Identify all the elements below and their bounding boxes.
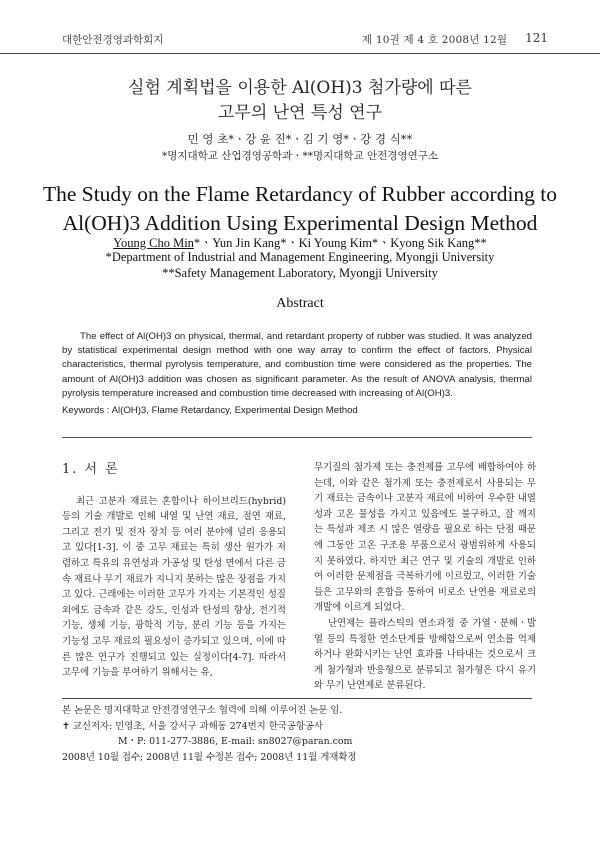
left-column [62, 462, 286, 681]
journal-name: 대한안전경영과학회지 [62, 34, 164, 46]
korean-title-line2: 고무의 난연 특성 연구 [217, 103, 382, 123]
intro-paragraph-left: 최근 고분자 재료는 혼합이나 하이브리드(hybrid) 등의 기술 개발로 인해 내열 및 난연 재료, 절연 재료, 그리고 전기 및 전자 장치 등 여러 분야에 널리 응용되고 있다[1-3]. 이 중 고무 재료는 특히 생산 원가가 저렴하고 특유의 유연성과 가공성 및 탄성 면에서 다른 금속 재료나 무기 재료가 지니지 못하는 많은 장점을 가지고 있다. 근래에는 이러한 고무가 가지는 기본적인 성질 외에도 금속과 같은 강도, 인성과 탄성의 향상, 전기적 기능, 생체 기능, 광학적 기능, 분리 기능 등을 가지는 기능성 고무 재료의 필요성이 증가되고 있으며, 이에 따른 많은 연구가 진행되고 있는 실정이다[4-7]. 따라서 고무에 기능을 부여하기 위해서는 유, [62, 495, 286, 679]
intro-paragraph-right-2: 난연제는 플라스틱의 연소과정 중 가열ㆍ분해ㆍ발열 등의 특정한 연소단계를 방해함으로써 연소를 억제하거나 완화시키는 난연 효과를 나타내는 것으로서 크게 첨가형과 반응형으로 분류되고 첨가형은 다시 유기와 무기 난연제로 분류된다. [314, 617, 536, 692]
english-authors [0, 233, 600, 251]
english-affiliation-1: *Department of Industrial and Management Engineering, Myongji University [105, 250, 495, 264]
korean-title-line1: 실험 계획법을 이용한 Al(OH)3 첨가량에 따른 [128, 78, 472, 98]
english-title [0, 180, 600, 238]
footnotes [62, 703, 532, 765]
korean-affiliation: *명지대학교 산업경영공학과ㆍ**명지대학교 안전경영연구소 [162, 150, 438, 162]
header-rule [0, 53, 600, 54]
english-affiliation-2: **Safety Management Laboratory, Myongji University [162, 266, 438, 280]
issue-info: 제 10권 제 4 호 2008년 12월 [362, 34, 508, 46]
right-column [314, 460, 536, 694]
footnote-contact: M・P: 011-277-3886, E-mail: sn8027@paran.com [118, 736, 353, 747]
keywords: Keywords : Al(OH)3, Flame Retardancy, Experimental Design Method [62, 405, 358, 416]
korean-title [0, 76, 600, 126]
section-heading: 1. 서 론 [62, 462, 120, 477]
page-number: 121 [525, 31, 548, 45]
footnote-corresponding-author: ✝ 교신저자: 민영초, 서울 강서구 과해동 274번지 한국공항공사 [62, 720, 324, 732]
footnote-rule [62, 698, 532, 699]
abstract-heading: Abstract [276, 296, 324, 311]
intro-paragraph-right-1: 무기질의 첨가제 또는 충전제를 고무에 배합하여야 하는데, 이와 같은 첨가제 또는 충전제로서 사용되는 무기 재료는 금속이나 고분자 재료에 비하여 우수한 내열성과 고온 물성을 가지고 있음에도 불구하고, 잘 깨지는 특성과 제조 시 많은 열량을 필요로 하는 단점 때문에 그동안 고온 구조용 부품으로서 광범위하게 사용되지 못하였다. 하지만 최근 연구 및 기술의 개발로 인하여 이러한 문제점을 극복하기에 이르렀고, 이러한 기술들은 고무와의 혼합을 통하여 비로소 난연용 재료로의 개발에 이르게 되었다. [314, 462, 536, 614]
abstract-body [62, 330, 532, 401]
running-header [62, 31, 548, 50]
english-title-line1: The Study on the Flame Retardancy of Rubber according to [42, 182, 558, 206]
other-authors: *ㆍYun Jin Kang*ㆍKi Young Kim*ㆍKyong Sik Kang** [193, 236, 487, 250]
footnote-funding: 본 논문은 명지대학교 안전경영연구소 협력에 의해 이루어진 논문 임. [62, 705, 343, 716]
section-rule [62, 437, 532, 438]
english-title-line2: Al(OH)3 Addition Using Experimental Design Method [62, 211, 538, 235]
abstract-text: The effect of Al(OH)3 on physical, thermal, and retardant property of rubber was studied. It was analyzed by statistical experimental design method with one way array to confirm the effect of factors. Physical characteristics, thermal pyrolysis temperature, and combustion time were considered as the properties. The amount of Al(OH)3 addition was chosen as significant parameter. As the result of ANOVA analysis, thermal pyrolysis temperature increased and combustion time decreased with increasing of Al(OH)3. [62, 331, 532, 399]
footnote-dates: 2008년 10월 접수; 2008년 11월 수정본 접수; 2008년 11월 게재확정 [62, 751, 357, 763]
first-author: Young Cho Min [113, 236, 194, 250]
korean-authors: 민 영 초*ㆍ강 윤 진*ㆍ김 기 영*ㆍ강 경 식** [187, 132, 413, 146]
